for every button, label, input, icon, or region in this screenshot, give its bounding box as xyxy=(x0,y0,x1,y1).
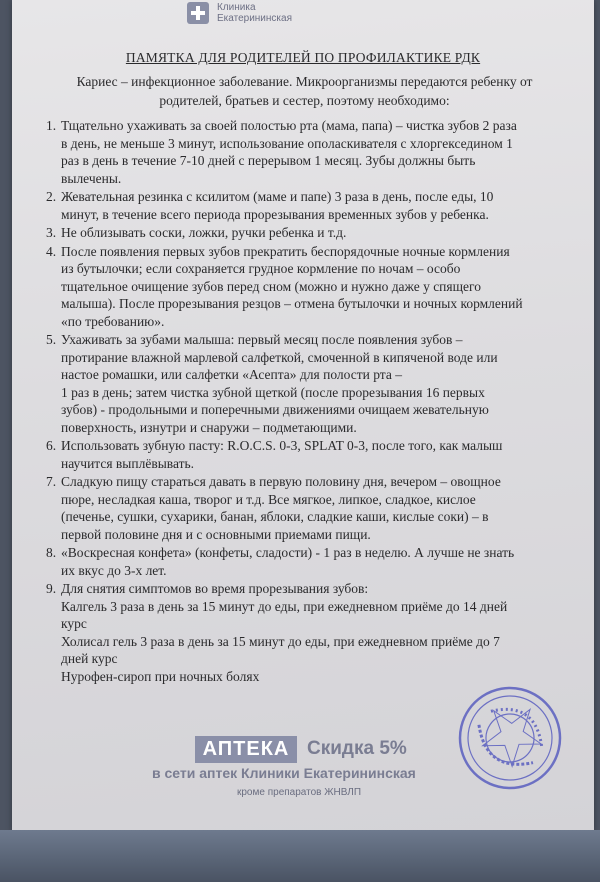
recommendation-item xyxy=(26,188,571,223)
item-text-line: Жевательная резинка с ксилитом (маме и папе) 3 раза в день, после еды, 10 xyxy=(61,189,494,204)
discount-exception-text: кроме препаратов ЖНВЛП xyxy=(237,787,362,798)
item-text-line: Нурофен-сироп при ночных болях xyxy=(61,668,260,684)
item-text-line: Тщательно ухаживать за своей полостью рта (мама, папа) – чистка зубов 2 раза xyxy=(61,118,517,133)
item-text-line: «по требованию». xyxy=(61,313,165,329)
item-text-line: Для снятия симптомов во время прорезывания зубов: xyxy=(61,581,369,596)
background-fabric xyxy=(0,830,600,882)
item-text-line: протирание влажной марлевой салфеткой, смоченной в кипяченой воде или xyxy=(61,349,498,365)
clinic-name-line2: Екатерининская xyxy=(217,13,292,24)
item-text-line: Сладкую пищу стараться давать в первую половину дня, вечером – овощное xyxy=(61,474,501,489)
memo-sheet xyxy=(12,0,594,832)
recommendation-item xyxy=(26,544,571,579)
item-text-line: Ухаживать за зубами малыша: первый месяц после появления зубов – xyxy=(61,332,463,347)
item-number: 7. xyxy=(46,474,57,489)
clinic-logo xyxy=(177,0,337,30)
memo-title: ПАМЯТКА ДЛЯ РОДИТЕЛЕЙ ПО ПРОФИЛАКТИКЕ РДК xyxy=(125,50,481,65)
item-text-line: Использовать зубную пасту: R.O.C.S. 0-3, SPLAT 0-3, после того, как малыш xyxy=(61,438,503,453)
item-text-line: курс xyxy=(61,616,87,631)
item-number: 2. xyxy=(46,189,57,204)
item-number: 5. xyxy=(46,332,57,347)
item-text-line: из бутылочки; если сохраняется грудное кормление по ночам – особо xyxy=(61,261,461,276)
recommendation-item xyxy=(26,331,571,436)
item-text-line: настое ромашки, или салфетки «Асепта» для полости рта – xyxy=(61,367,402,382)
item-text-line: 1 раз в день; затем чистка зубной щеткой (после прорезывания 16 первых xyxy=(61,384,485,400)
item-text-line: их вкус до 3-х лет. xyxy=(61,562,167,578)
item-text-line: (печенье, сушки, сухарики, банан, яблоки, сладкие каши, кислые соки) – в xyxy=(61,509,489,524)
clinic-cross-icon xyxy=(187,2,209,24)
item-number: 8. xyxy=(46,545,57,560)
item-number: 9. xyxy=(46,581,57,596)
recommendation-item xyxy=(26,437,571,472)
item-text-line: вылечены. xyxy=(61,170,122,186)
recommendation-item xyxy=(26,117,571,187)
item-text-line: Калгель 3 раза в день за 15 минут до еды, при ежедневном приёме до 14 дней xyxy=(61,598,508,614)
recommendation-item xyxy=(26,580,571,685)
item-text-line: Не облизывать соски, ложки, ручки ребенка и т.д. xyxy=(61,225,347,240)
item-text-line: Холисал гель 3 раза в день за 15 минут до еды, при ежедневном приёме до 7 xyxy=(61,633,500,649)
item-text-line: первой половине дня и с основными приемами пищи. xyxy=(61,526,371,542)
item-text-line: научится выплёвывать. xyxy=(61,455,195,471)
item-number: 6. xyxy=(46,438,57,453)
item-text-line: тщательное очищение зубов перед сном (можно и нужно даже у спящего xyxy=(61,278,481,294)
memo-intro: Кариес – инфекционное заболевание. Микроорганизмы передаются ребенку от родителей, братьев и сестер, поэтому необходимо: xyxy=(76,74,533,108)
clinic-name-line1: Клиника xyxy=(217,2,256,13)
recommendations-list xyxy=(26,117,571,686)
item-text-line: в день, не меньше 3 минут, использование ополаскивателя с хлоргекседином 1 xyxy=(61,135,513,151)
item-text-line: минут, в течение всего периода прорезывания временных зубов у ребенка. xyxy=(61,206,489,222)
recommendation-item xyxy=(26,224,571,242)
recommendation-item xyxy=(26,473,571,543)
discount-label: Скидка 5% xyxy=(307,738,407,759)
item-text-line: зубов) - продольными и поперечными движениями очищаем жевательную xyxy=(61,402,489,417)
item-number: 3. xyxy=(46,225,57,240)
item-number: 4. xyxy=(46,243,57,259)
pharmacy-network-text: в сети аптек Клиники Екатерининская xyxy=(152,765,416,781)
item-text-line: дней курс xyxy=(61,651,118,666)
item-text-line: «Воскресная конфета» (конфеты, сладости) - 1 раз в неделю. А лучше не знать xyxy=(61,545,515,560)
item-text-line: пюре, несладкая каша, творог и т.д. Все мягкое, липкое, сладкое, кислое xyxy=(61,491,476,507)
item-number: 1. xyxy=(46,118,57,133)
recommendation-item xyxy=(26,243,571,331)
pharmacy-badge: АПТЕКА xyxy=(195,736,297,763)
item-text-line: После появления первых зубов прекратить беспорядочные ночные кормления xyxy=(61,243,510,259)
item-text-line: малыша). После прорезывания резцов – отмена бутылочки и ночных кормлений xyxy=(61,296,523,311)
round-stamp-icon xyxy=(436,664,584,812)
item-text-line: раз в день в течение 7-10 дней с перерывом 1 месяц. Зубы должны быть xyxy=(61,153,476,168)
item-text-line: поверхность, изнутри и снаружи – подметающими. xyxy=(61,419,357,435)
